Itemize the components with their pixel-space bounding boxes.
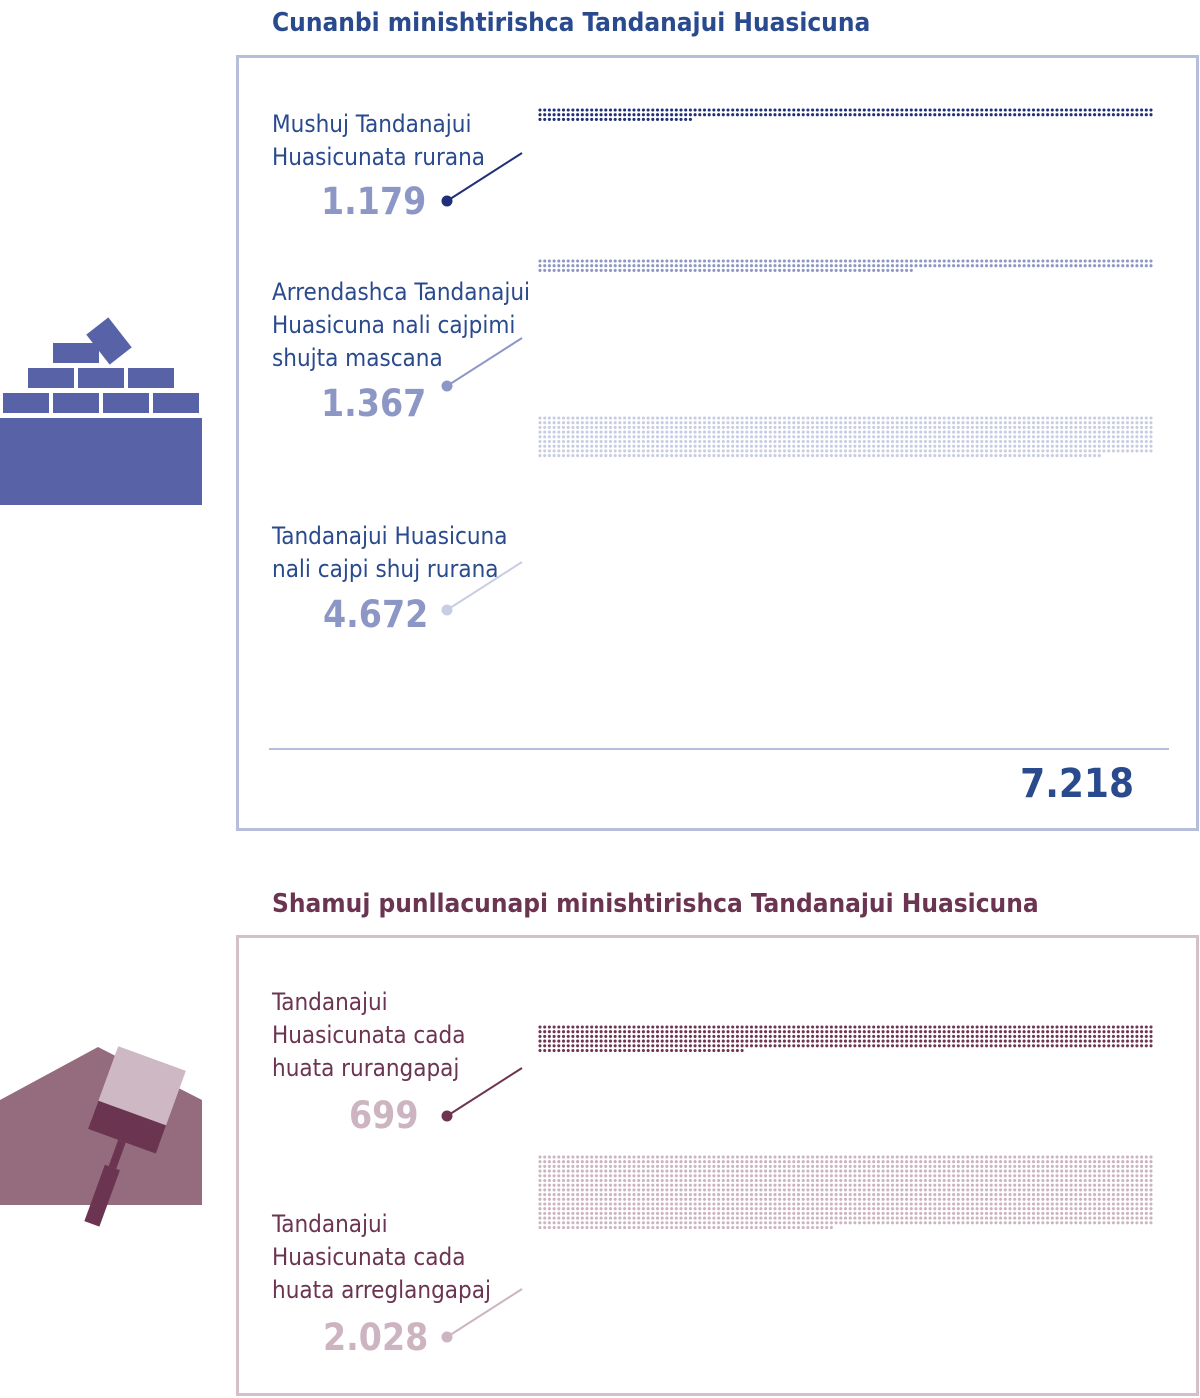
leader-dot xyxy=(442,381,453,392)
leader-dot xyxy=(442,1332,453,1343)
dot-bar xyxy=(538,1155,1152,1229)
chart-title-2: Shamuj punllacunapi minishtirishca Tandanajui Huasicuna xyxy=(272,889,1039,919)
dot-bar xyxy=(538,259,1152,272)
leader-dot xyxy=(442,1111,453,1122)
value-label: 1.367 xyxy=(321,382,427,425)
leader-dot xyxy=(442,605,453,616)
category-label: Tandanajui Huasicunata cada huata arreglangapaj xyxy=(272,1210,491,1304)
value-label: 1.179 xyxy=(321,180,427,223)
leader-line xyxy=(447,153,522,201)
total-value: 7.218 xyxy=(1020,761,1134,807)
leader-line xyxy=(447,1068,522,1116)
chart-title-1: Cunanbi minishtirishca Tandanajui Huasicuna xyxy=(272,8,871,38)
leader-line xyxy=(447,338,522,386)
leader-line xyxy=(447,1289,522,1337)
dot-bar xyxy=(538,1025,1152,1052)
value-label: 4.672 xyxy=(323,593,429,636)
value-label: 2.028 xyxy=(323,1316,429,1359)
category-label: Mushuj Tandanajui Huasicunata rurana xyxy=(272,110,486,171)
category-label: Tandanajui Huasicuna nali cajpi shuj rurana xyxy=(272,522,508,583)
leader-dot xyxy=(442,196,453,207)
dot-bar xyxy=(538,108,1152,121)
category-label: Arrendashca Tandanajui Huasicuna nali cajpimi shujta mascana xyxy=(272,278,531,372)
category-label: Tandanajui Huasicunata cada huata rurangapaj xyxy=(272,988,466,1082)
dot-bar xyxy=(538,416,1152,457)
leader-line xyxy=(447,562,522,610)
value-label: 699 xyxy=(349,1094,419,1137)
